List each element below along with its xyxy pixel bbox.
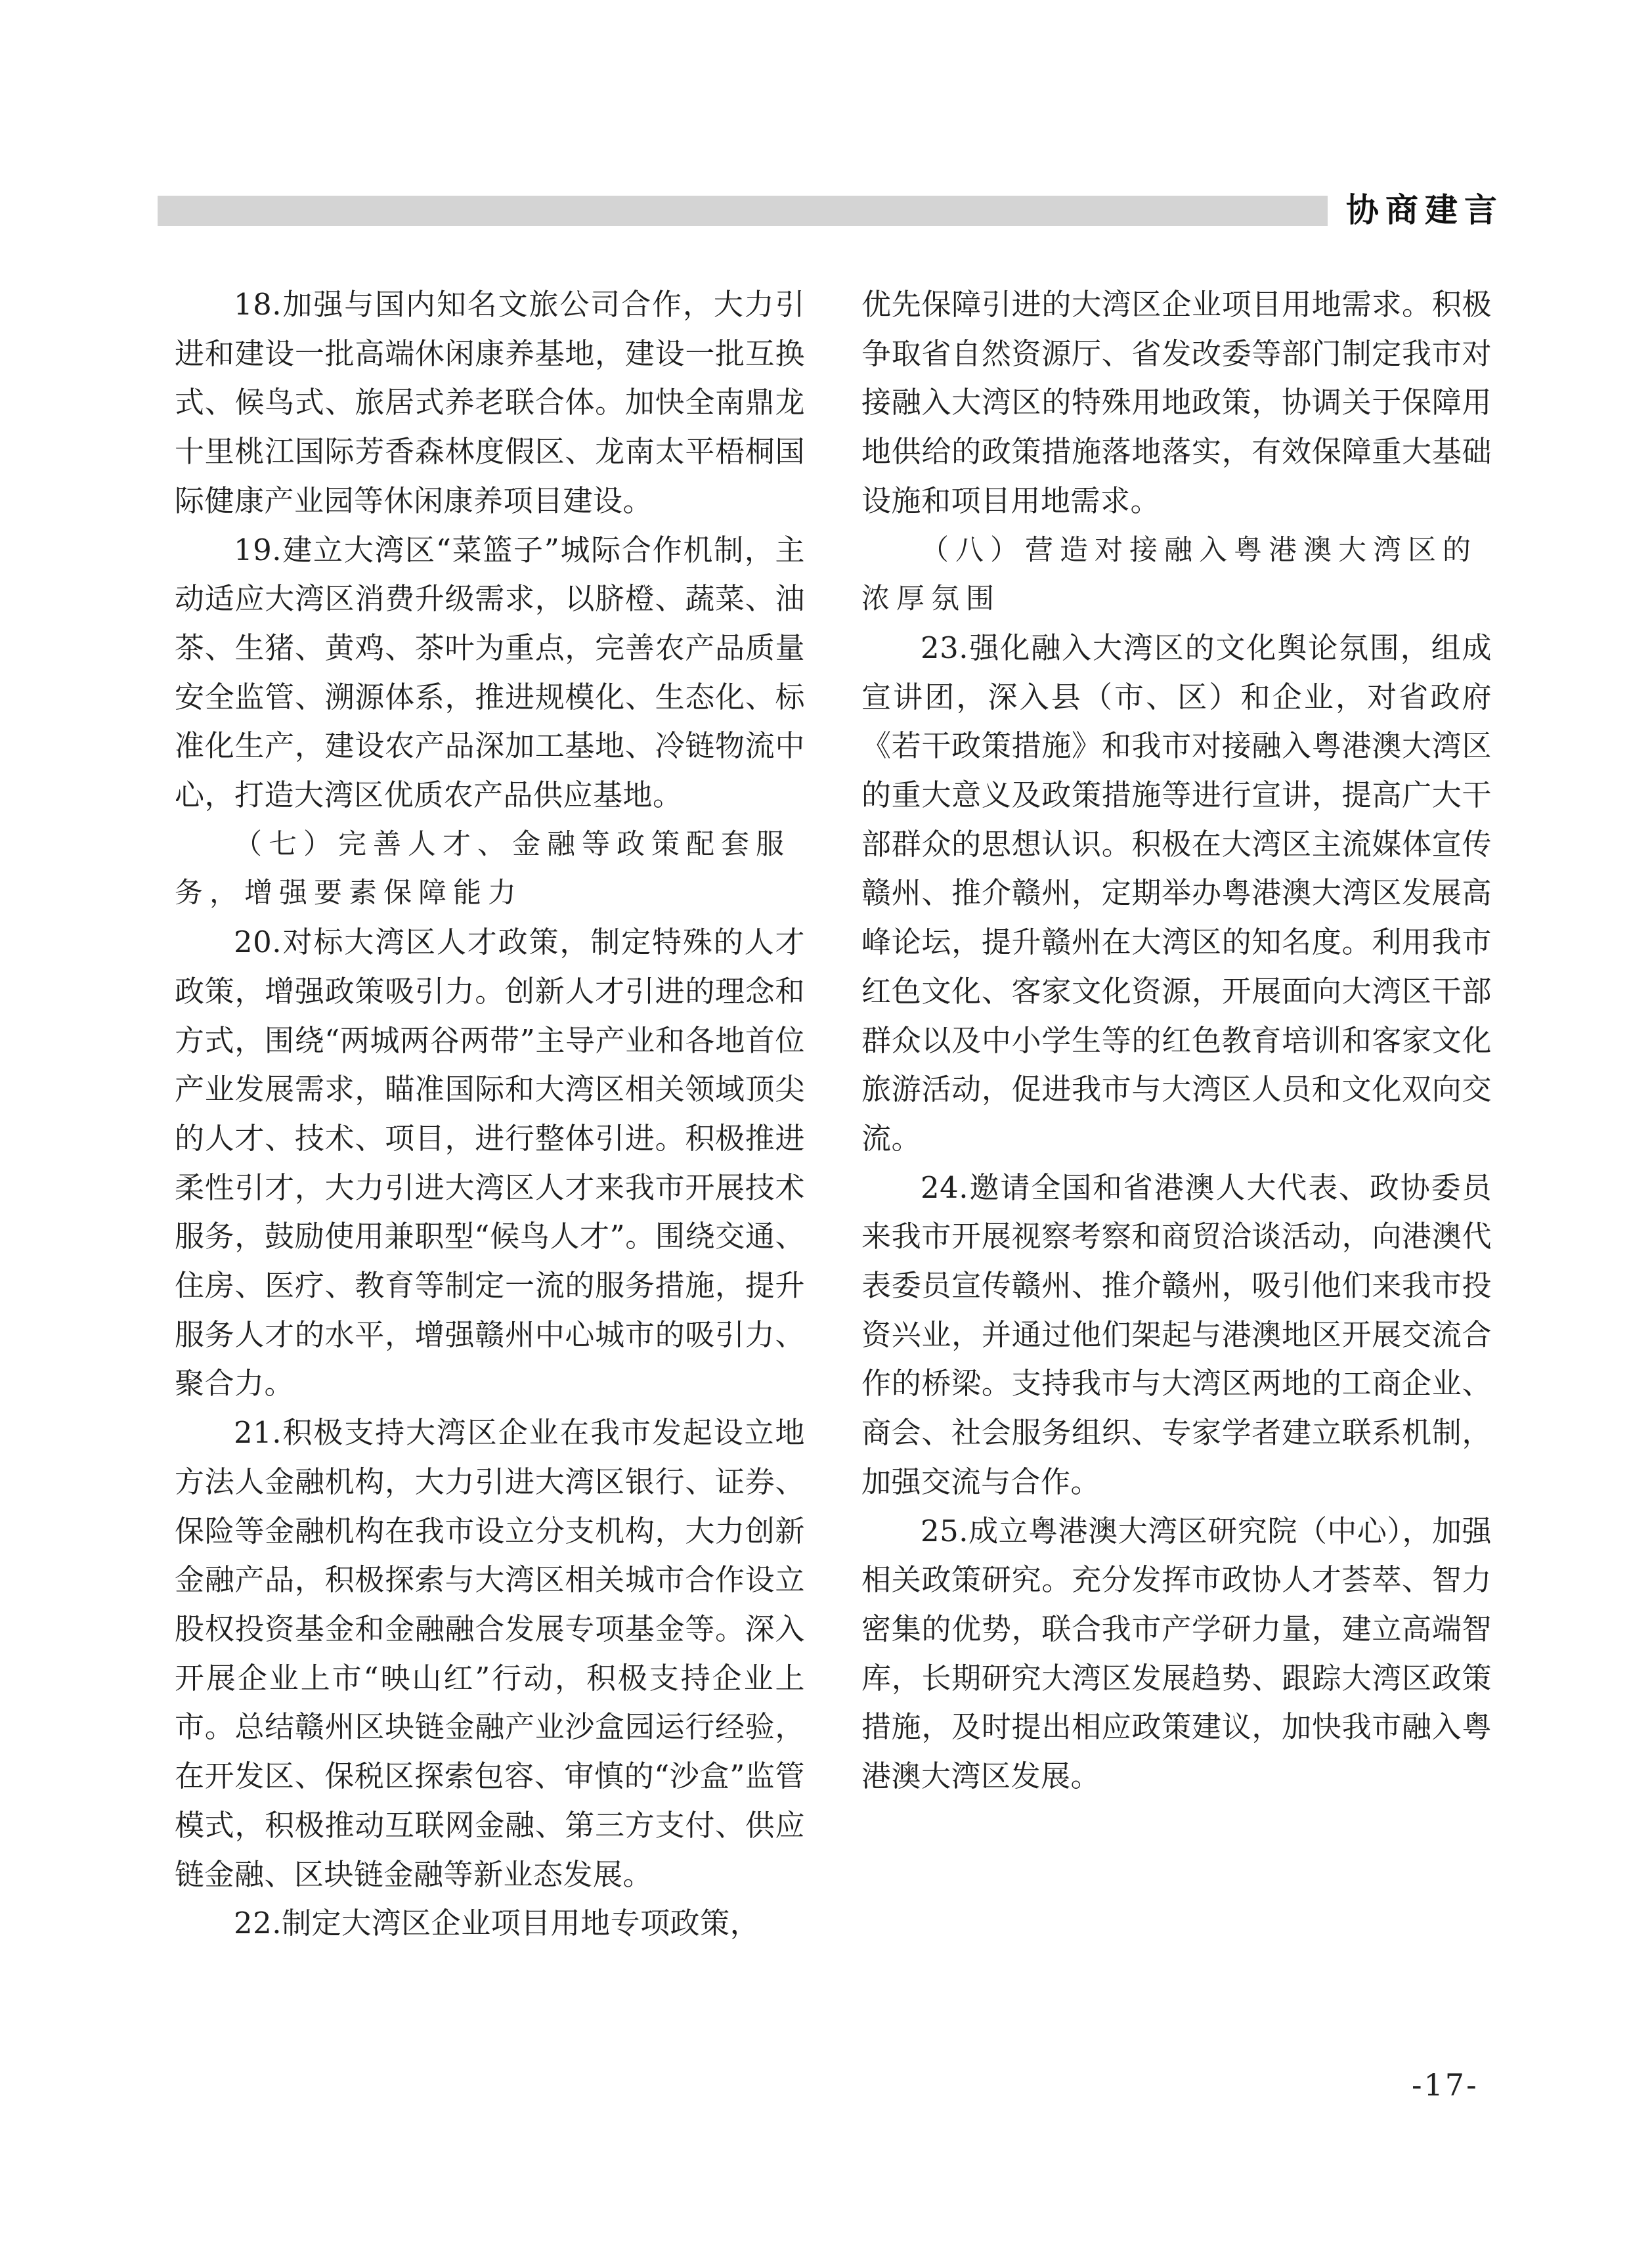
paragraph-21: 21.积极支持大湾区企业在我市发起设立地方法人金融机构，大力引进大湾区银行、证券、保险等金融机构在我市设立分支机构，大力创新金融产品，积极探索与大湾区相关城市合作设立股权投资基金和金融融合发展专项基金等。深入开展企业上市“映山红”行动，积极支持企业上市。总结赣州区块链金融产业沙盒园运行经验，在开发区、保税区探索包容、审慎的“沙盒”监管模式，积极推动互联网金融、第三方支付、供应链金融、区块链金融等新业态发展。 (175, 1415, 805, 1892)
paragraph-25: 25.成立粤港澳大湾区研究院（中心），加强相关政策研究。充分发挥市政协人才荟萃、智力密集的优势，联合我市产学研力量，建立高端智库，长期研究大湾区发展趋势、跟踪大湾区政策措施，及时提出相应政策建议，加快我市融入粤港澳大湾区发展。 (861, 1513, 1492, 1794)
paragraph-18: 18.加强与国内知名文旅公司合作，大力引进和建设一批高端休闲康养基地，建设一批互换式、候鸟式、旅居式养老联合体。加快全南鼎龙十里桃江国际芳香森林度假区、龙南太平梧桐国际健康产业园等休闲康养项目建设。 (175, 287, 805, 518)
paragraph-19: 19.建立大湾区“菜篮子”城际合作机制，主动适应大湾区消费升级需求，以脐橙、蔬菜、油茶、生猪、黄鸡、茶叶为重点，完善农产品质量安全监管、溯源体系，推进规模化、生态化、标准化生产，建设农产品深加工基地、冷链物流中心，打造大湾区优质农产品供应基地。 (175, 532, 805, 813)
paragraph-20: 20.对标大湾区人才政策，制定特殊的人才政策，增强政策吸引力。创新人才引进的理念和方式，围绕“两城两谷两带”主导产业和各地首位产业发展需求，瞄准国际和大湾区相关领域顶尖的人才、技术、项目，进行整体引进。积极推进柔性引才，大力引进大湾区人才来我市开展技术服务，鼓励使用兼职型“候鸟人才”。围绕交通、住房、医疗、教育等制定一流的服务措施，提升服务人才的水平，增强赣州中心城市的吸引力、聚合力。 (175, 925, 805, 1401)
page-number: -17- (1412, 2067, 1479, 2103)
header-bar (158, 196, 1328, 226)
left-column (175, 280, 805, 1948)
paragraph-23: 23.强化融入大湾区的文化舆论氛围，组成宣讲团，深入县（市、区）和企业，对省政府《若干政策措施》和我市对接融入粤港澳大湾区的重大意义及政策措施等进行宣讲，提高广大干部群众的思想认识。积极在大湾区主流媒体宣传赣州、推介赣州，定期举办粤港澳大湾区发展高峰论坛，提升赣州在大湾区的知名度。利用我市红色文化、客家文化资源，开展面向大湾区干部群众以及中小学生等的红色教育培训和客家文化旅游活动，促进我市与大湾区人员和文化双向交流。 (861, 630, 1492, 1156)
section-heading-7: （七）完善人才、金融等政策配套服务，增强要素保障能力 (175, 827, 791, 910)
section-label: 协商建言 (1346, 190, 1504, 229)
paragraph-22-start: 22.制定大湾区企业项目用地专项政策， (234, 1906, 760, 1941)
paragraph-22-continued: 优先保障引进的大湾区企业项目用地需求。积极争取省自然资源厅、省发改委等部门制定我市对接融入大湾区的特殊用地政策，协调关于保障用地供给的政策措施落地落实，有效保障重大基础设施和项目用地需求。 (861, 287, 1492, 518)
paragraph-24: 24.邀请全国和省港澳人大代表、政协委员来我市开展视察考察和商贸洽谈活动，向港澳代表委员宣传赣州、推介赣州，吸引他们来我市投资兴业，并通过他们架起与港澳地区开展交流合作的桥梁。支持我市与大湾区两地的工商企业、商会、社会服务组织、专家学者建立联系机制，加强交流与合作。 (861, 1170, 1492, 1499)
right-column (861, 280, 1492, 1801)
section-heading-8: （八）营造对接融入粤港澳大湾区的浓厚氛围 (861, 533, 1477, 616)
